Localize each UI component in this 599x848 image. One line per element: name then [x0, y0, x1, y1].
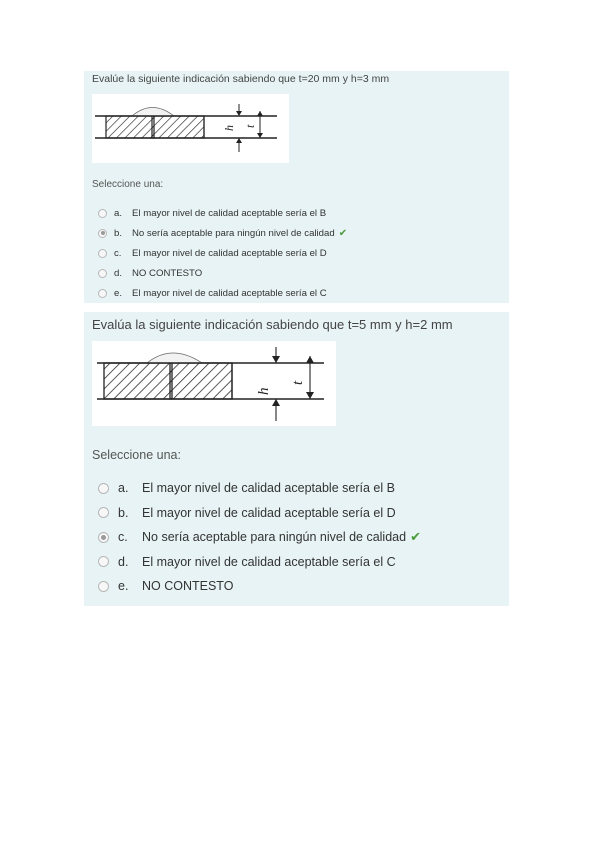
question-card-1	[84, 71, 509, 303]
answer-letter: e.	[114, 287, 123, 299]
answer-option[interactable]	[98, 283, 509, 303]
answer-option[interactable]	[98, 525, 509, 550]
radio-button[interactable]	[98, 269, 107, 278]
answer-option[interactable]	[98, 476, 509, 501]
weld-diagram	[92, 94, 289, 163]
radio-button[interactable]	[98, 289, 107, 298]
answer-option[interactable]	[98, 263, 509, 283]
answer-label: El mayor nivel de calidad aceptable sería el D	[142, 505, 396, 520]
radio-button[interactable]	[98, 229, 107, 238]
question-card-2	[84, 312, 509, 606]
answer-label: El mayor nivel de calidad aceptable sería el B	[132, 207, 327, 219]
answer-label: El mayor nivel de calidad aceptable sería el C	[142, 554, 396, 569]
label-t: t	[290, 380, 306, 385]
answer-letter: d.	[118, 554, 129, 569]
select-one-prompt: Seleccione una:	[92, 448, 181, 462]
label-h: h	[222, 125, 236, 131]
radio-dot-icon	[101, 231, 105, 235]
answer-letter: a.	[118, 481, 129, 496]
answer-label: El mayor nivel de calidad aceptable sería el C	[132, 287, 327, 299]
answer-label: NO CONTESTO	[142, 579, 234, 594]
answer-option[interactable]	[98, 574, 509, 599]
answer-label: No sería aceptable para ningún nivel de calidad	[132, 227, 335, 239]
label-h: h	[256, 387, 272, 395]
answer-letter: c.	[118, 530, 128, 545]
radio-button[interactable]	[98, 249, 107, 258]
answer-list	[98, 476, 509, 599]
question-text: Evalúa la siguiente indicación sabiendo que t=5 mm y h=2 mm	[92, 317, 453, 332]
correct-check-icon: ✔	[338, 227, 348, 239]
question-text: Evalúe la siguiente indicación sabiendo que t=20 mm y h=3 mm	[92, 73, 390, 85]
radio-button[interactable]	[98, 209, 107, 218]
radio-button[interactable]	[98, 556, 109, 567]
weld-diagram-image	[92, 341, 336, 426]
answer-letter: d.	[114, 267, 123, 279]
answer-label: No sería aceptable para ningún nivel de calidad	[142, 530, 407, 545]
radio-dot-icon	[101, 535, 106, 540]
weld-diagram	[92, 341, 336, 426]
answer-letter: c.	[114, 247, 122, 259]
radio-button[interactable]	[98, 581, 109, 592]
answer-letter: b.	[118, 505, 129, 520]
weld-diagram-image	[92, 94, 289, 163]
answer-letter: b.	[114, 227, 123, 239]
select-one-prompt: Seleccione una:	[92, 179, 164, 190]
answer-list	[98, 203, 509, 303]
answer-option[interactable]	[98, 203, 509, 223]
answer-option[interactable]	[98, 243, 509, 263]
answer-option[interactable]	[98, 550, 509, 575]
label-t: t	[243, 124, 257, 128]
answer-label: El mayor nivel de calidad aceptable sería el B	[142, 481, 395, 496]
answer-label: NO CONTESTO	[132, 267, 203, 279]
answer-option[interactable]	[98, 223, 509, 243]
answer-letter: e.	[118, 579, 129, 594]
radio-button[interactable]	[98, 483, 109, 494]
radio-button[interactable]	[98, 507, 109, 518]
radio-button[interactable]	[98, 532, 109, 543]
answer-option[interactable]	[98, 501, 509, 526]
correct-check-icon: ✔	[410, 529, 421, 545]
answer-label: El mayor nivel de calidad aceptable sería el D	[132, 247, 327, 259]
answer-letter: a.	[114, 207, 123, 219]
